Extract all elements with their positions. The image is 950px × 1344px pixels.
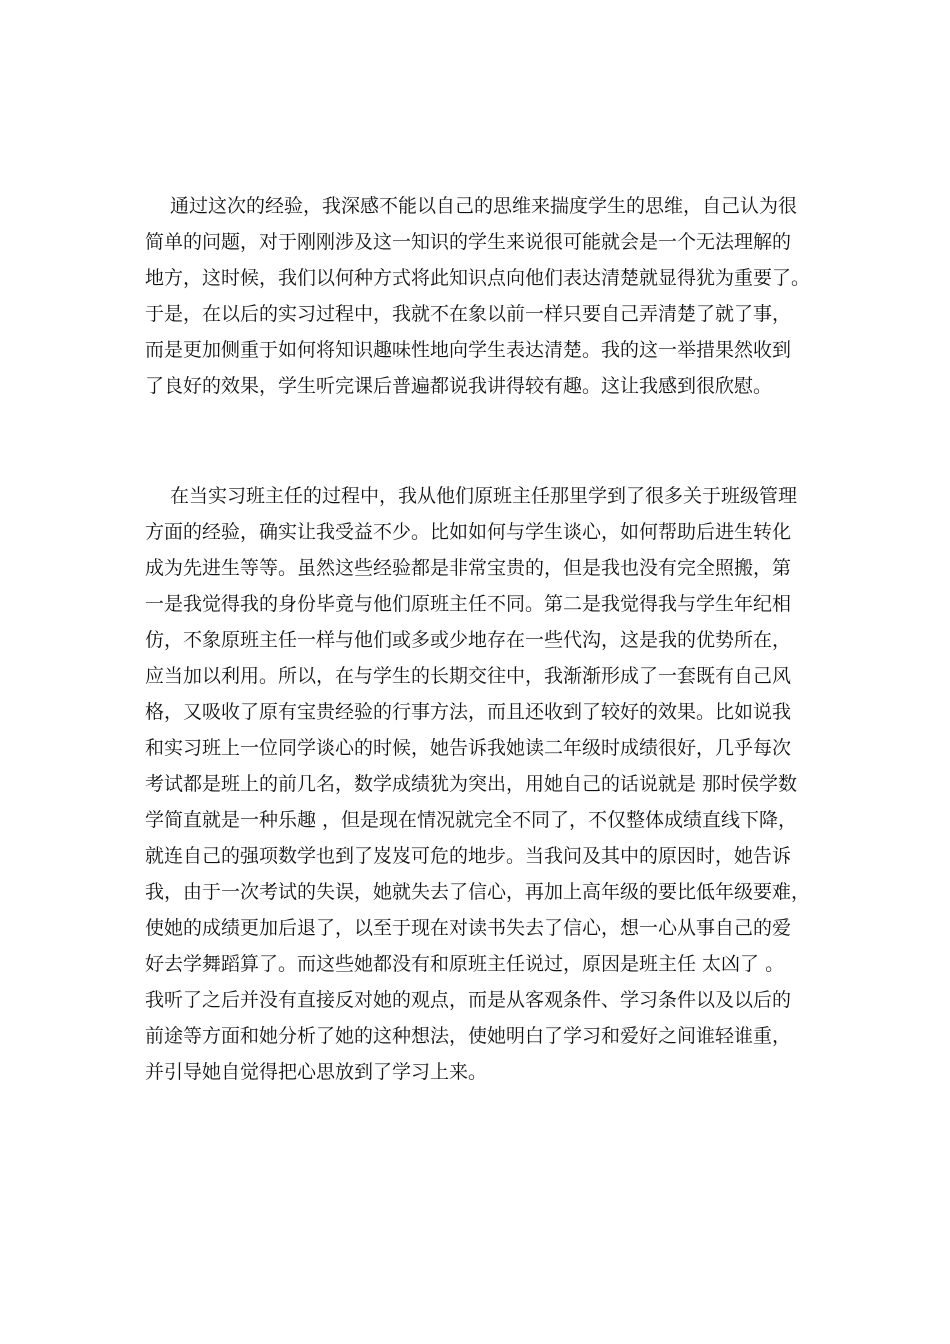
paragraph-line: 就连自己的强项数学也到了岌岌可危的地步。当我问及其中的原因时，她告诉	[145, 845, 792, 867]
paragraph-line: 在当实习班主任的过程中，我从他们原班主任那里学到了很多关于班级管理	[145, 485, 798, 507]
paragraph-line: 好去学舞蹈算了。而这些她都没有和原班主任说过，原因是班主任 太凶了 。	[145, 953, 785, 975]
paragraph-line: 应当加以利用。所以，在与学生的长期交往中，我渐渐形成了一套既有自己风	[145, 665, 792, 687]
paragraph-line: 考试都是班上的前几名，数学成绩犹为突出，用她自己的话说就是 那时侯学数	[145, 773, 798, 795]
paragraph-line: 我，由于一次考试的失误，她就失去了信心，再加上高年级的要比低年级要难，	[145, 881, 811, 903]
paragraph-line: 于是，在以后的实习过程中，我就不在象以前一样只要自己弄清楚了就了事，	[145, 303, 792, 325]
paragraph-line: 而是更加侧重于如何将知识趣味性地向学生表达清楚。我的这一举措果然收到	[145, 339, 792, 361]
paragraph-line: 并引导她自觉得把心思放到了学习上来。	[145, 1061, 488, 1083]
paragraph-line: 仿，不象原班主任一样与他们或多或少地存在一些代沟，这是我的优势所在，	[145, 629, 792, 651]
paragraph-line: 方面的经验，确实让我受益不少。比如如何与学生谈心，如何帮助后进生转化	[145, 521, 792, 543]
paragraph-line: 使她的成绩更加后退了，以至于现在对读书失去了信心，想一心从事自己的爱	[145, 917, 792, 939]
paragraph-line: 前途等方面和她分析了她的这种想法，使她明白了学习和爱好之间谁轻谁重，	[145, 1025, 792, 1047]
paragraph-line: 格，又吸收了原有宝贵经验的行事方法，而且还收到了较好的效果。比如说我	[145, 701, 792, 723]
paragraph-line: 和实习班上一位同学谈心的时候，她告诉我她读二年级时成绩很好，几乎每次	[145, 737, 792, 759]
paragraph-line: 地方，这时候，我们以何种方式将此知识点向他们表达清楚就显得犹为重要了。	[145, 267, 811, 289]
paragraph-line: 一是我觉得我的身份毕竟与他们原班主任不同。第二是我觉得我与学生年纪相	[145, 593, 792, 615]
paragraph-line: 学简直就是一种乐趣 ，但是现在情况就完全不同了，不仅整体成绩直线下降，	[145, 809, 798, 831]
paragraph-line: 通过这次的经验，我深感不能以自己的思维来揣度学生的思维，自己认为很	[145, 195, 798, 217]
paragraph-teaching-experience	[145, 188, 815, 404]
paragraph-line: 成为先进生等等。虽然这些经验都是非常宝贵的，但是我也没有完全照搬，第	[145, 557, 792, 579]
paragraph-class-teacher-experience	[145, 478, 815, 1090]
paragraph-line: 我听了之后并没有直接反对她的观点，而是从客观条件、学习条件以及以后的	[145, 989, 792, 1011]
paragraph-line: 了良好的效果，学生听完课后普遍都说我讲得较有趣。这让我感到很欣慰。	[145, 375, 773, 397]
paragraph-line: 简单的问题，对于刚刚涉及这一知识的学生来说很可能就会是一个无法理解的	[145, 231, 792, 253]
